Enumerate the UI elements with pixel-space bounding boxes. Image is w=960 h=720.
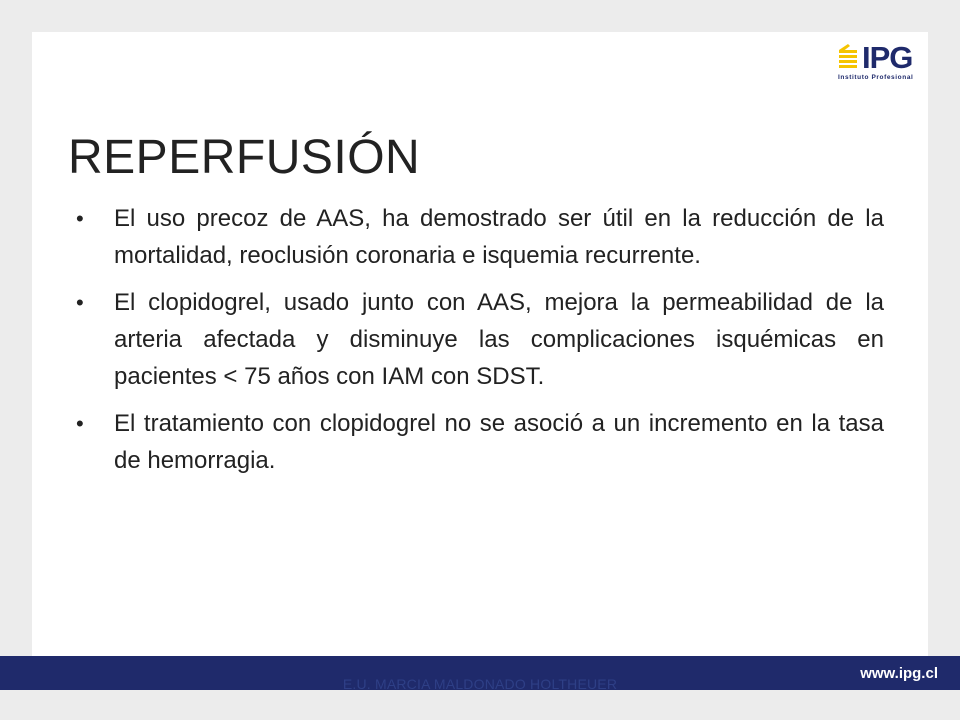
bullet-item [76, 200, 884, 274]
logo-subtitle: Instituto Profesional [838, 74, 914, 81]
footer-credit: E.U. MARCIA MALDONADO HOLTHEUER [342, 676, 618, 692]
footer-url[interactable]: www.ipg.cl [860, 665, 938, 682]
bullet-item [76, 284, 884, 395]
bullet-text: El tratamiento con clopidogrel no se asoció a un incremento en la tasa de hemorragia. [114, 410, 884, 474]
bullet-text: El uso precoz de AAS, ha demostrado ser útil en la reducción de la mortalidad, reoclusión coronaria e isquemia recurrente. [114, 205, 884, 269]
ipg-logo [838, 40, 920, 88]
sunburst-logo-icon [838, 44, 862, 74]
slide-title: REPERFUSIÓN [68, 131, 421, 184]
logo-brand-text: IPG [862, 40, 913, 75]
bullet-list [76, 200, 884, 489]
bullet-icon: • [76, 411, 84, 436]
bullet-icon: • [76, 290, 84, 315]
bullet-text: El clopidogrel, usado junto con AAS, mejora la permeabilidad de la arteria afectada y disminuye las complicaciones isquémicas en pacientes < 75 años con IAM con SDST. [114, 289, 884, 390]
bullet-icon: • [76, 206, 84, 231]
bullet-item [76, 405, 884, 479]
